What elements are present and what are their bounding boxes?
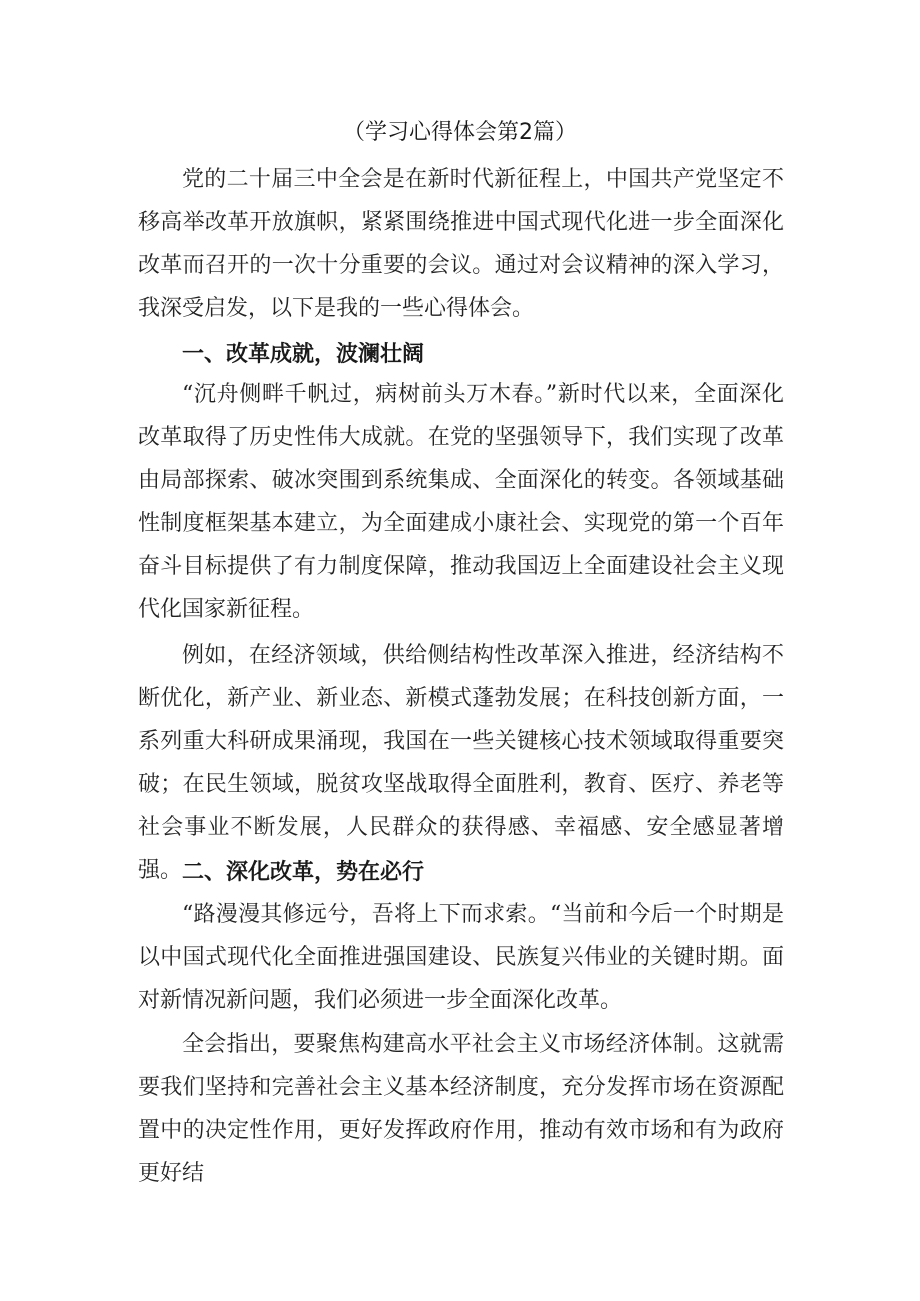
section-2-heading: 二、深化改革，势在必行: [182, 860, 425, 885]
section-1-paragraph-2: 例如，在经济领域，供给侧结构性改革深入推进，经济结构不断优化，新产业、新业态、新模式蓬勃发展；在科技创新方面，一系列重大科研成果涌现，我国在一些关键核心技术领域取得重要突破；在民生领域，脱贫攻坚战取得全面胜利，教育、医疗、养老等社会事业不断发展，人民群众的获得感、幸福感、安全感显著增强。: [138, 643, 784, 883]
section-2-paragraph-2: 全会指出，要聚焦构建高水平社会主义市场经济体制。这就需要我们坚持和完善社会主义基本经济制度，充分发挥市场在资源配置中的决定性作用，更好发挥政府作用，推动有效市场和有为政府更好结: [138, 1032, 784, 1186]
section-1-paragraph-1: “沉舟侧畔千帆过，病树前头万木春。”新时代以来，全面深化改革取得了历史性伟大成就。在党的坚强领导下，我们实现了改革由局部探索、破冰突围到系统集成、全面深化的转变。各领域基础性制度框架基本建立，为全面建成小康社会、实现党的第一个百年奋斗目标提供了有力制度保障，推动我国迈上全面建设社会主义现代化国家新征程。: [138, 382, 784, 622]
intro-paragraph: 党的二十届三中全会是在新时代新征程上，中国共产党坚定不移高举改革开放旗帜，紧紧围绕推进中国式现代化进一步全面深化改革而召开的一次十分重要的会议。通过对会议精神的深入学习，我深受启发，以下是我的一些心得体会。: [138, 167, 784, 321]
section-2-paragraph-1: “路漫漫其修远兮，吾将上下而求索。“当前和今后一个时期是以中国式现代化全面推进强国建设、民族复兴伟业的关键时期。面对新情况新问题，我们必须进一步全面深化改革。: [138, 902, 784, 1013]
section-1-heading: 一、改革成就，波澜壮阔: [182, 342, 425, 367]
document-title: （学习心得体会第2篇）: [343, 120, 577, 145]
